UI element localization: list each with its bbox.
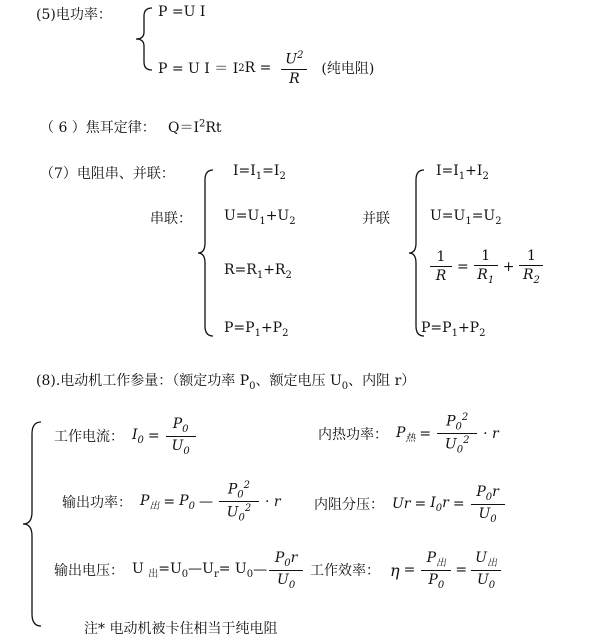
efficiency-row: 工作效率： η = $\frac{P_出}{P_0}$ = $\frac{U_出}{U_0}$ [310,550,503,591]
internal-heat-power-row: 内热功率： $P_热$ = $\frac{P_0^2}{U_0^2}$ · r [318,412,499,456]
parallel-current: $I=I_1+I_2$ [436,163,489,182]
series-brace [196,168,216,338]
series-current: $I=I_1=I_2$ [233,163,286,182]
superscript: 2 [238,62,245,74]
series-label: 串联： [150,211,192,227]
series-power: $P=P_1+P_2$ [224,320,289,339]
section5-brace [132,6,156,72]
output-power-row: 输出功率： $P_出$ = $P_0$ — $\frac{P_0^2}{U_0^2}$ · r [62,480,281,524]
section6-title: （ 6 ）焦耳定律： [40,120,156,136]
pure-resistance-note: (纯电阻) [321,61,375,78]
working-current-label: 工作电流： [54,429,124,446]
u-squared-over-r-fraction [281,50,307,87]
section8-title: (8).电动机工作参量：（额定功率 $P_0$、额定电压 $U_0$、内阻 r） [36,373,416,392]
parallel-resistance: $\frac{1}{R}$ = $\frac{1}{R_1}$ + $\frac{1}{R_2}$ [428,248,545,286]
parallel-label: 并联 [362,211,390,227]
working-current-row: 工作电流： $I_0$ = $\frac{P_0}{U_0}$ [54,416,198,457]
p0sq-over-u0sq-fraction-2: $\frac{P_0^2}{U_0^2}$ [219,480,259,524]
output-power-label: 输出功率： [62,494,132,511]
power-expression-b: R = [244,60,272,77]
numerator: $U^2$ [285,50,304,68]
joule-law-formula: $Q=I^2Rt$ [168,118,222,136]
section5-formula-row2 [158,50,374,87]
p0-over-u0-fraction: $\frac{P_0}{U_0}$ [166,416,196,457]
power-expression: P = U I ＝ I [158,61,239,78]
p0sq-over-u0sq-fraction: $\frac{P_0^2}{U_0^2}$ [437,412,477,456]
section5-formula-row1: P =U I [158,4,206,20]
section8-brace [20,420,44,630]
internal-voltage-label: 内阻分压： [314,497,384,514]
p0r-over-u0-fraction-2: $\frac{P_0r}{U_0}$ [269,550,303,591]
parallel-brace [407,168,427,338]
parallel-power: $P=P_1+P_2$ [421,320,486,339]
internal-heat-power-label: 内热功率： [318,426,388,443]
uout-over-u0-fraction: $\frac{U_出}{U_0}$ [471,550,501,591]
output-voltage-row: 输出电压： U $_出$ $=U_0$ $—U_r$ = $U_0$ — $\frac{P_0r}{U_0}$ [54,550,305,591]
stalled-motor-note: 注* 电动机被卡住相当于纯电阻 [84,621,278,637]
one-over-r2-fraction: $\frac{1}{R_2}$ [519,248,543,286]
internal-voltage-row: 内阻分压： Ur = $I_0r$ = $\frac{P_0r}{U_0}$ [314,484,507,525]
denominator: R [281,69,307,87]
series-voltage: $U=U_1+U_2$ [224,208,296,227]
output-voltage-label: 输出电压： [54,563,124,580]
section7-title: （7）电阻串、并联： [40,166,175,182]
p0r-over-u0-fraction: $\frac{P_0r}{U_0}$ [471,484,505,525]
efficiency-label: 工作效率： [310,563,380,580]
one-over-r-fraction: $\frac{1}{R}$ [430,249,452,284]
section5-title: (5)电功率： [36,7,112,23]
one-over-r1-fraction: $\frac{1}{R_1}$ [474,248,498,286]
series-resistance: $R=R_1+R_2$ [224,262,292,281]
parallel-voltage: $U=U_1=U_2$ [430,208,502,227]
pout-over-p0-fraction: $\frac{P_出}{P_0}$ [421,550,451,591]
